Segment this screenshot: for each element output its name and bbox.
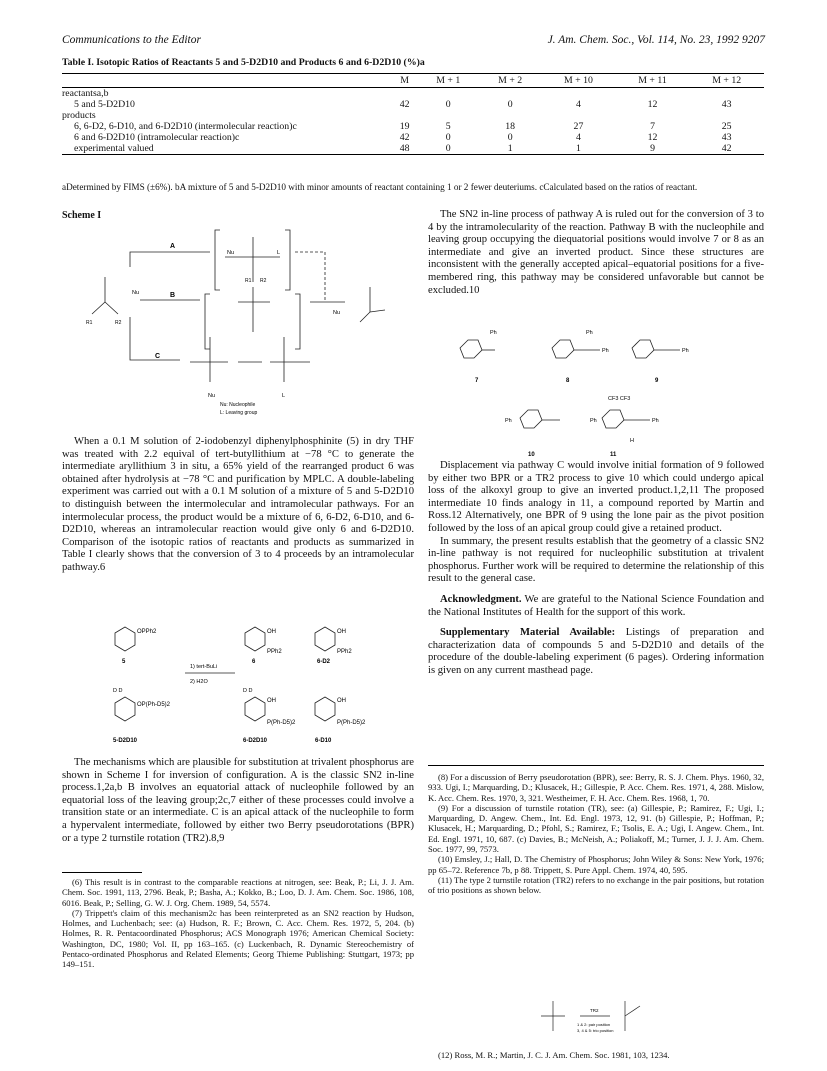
compound-10: 10: [528, 452, 535, 458]
scheme-label-b: B: [170, 292, 176, 299]
scheme-r1: R1: [86, 320, 93, 326]
footnote: (12) Ross, M. R.; Martin, J. C. J. Am. Chem. Soc. 1981, 103, 1234.: [438, 1050, 670, 1060]
isotope-table: [62, 73, 764, 155]
table-cell: [616, 110, 690, 121]
footnote: (10) Emsley, J.; Hall, D. The Chemistry of Phosphorus; John Wiley & Sons: New York, 1976; pp 65–72. Reference 7b, p 88. Trippett, S. Pure Appl. Chem. 1974, 40, 595.: [428, 854, 764, 875]
label-opph2: OPPh2: [137, 629, 157, 635]
table-cell: [541, 88, 616, 100]
scheme-diagram: [70, 222, 410, 422]
table-row-label: experimental valued: [62, 143, 392, 155]
label-h: H: [630, 438, 634, 444]
ack-text: We are grateful to the National Science Foundation and the National Institutes of Health for the support of this work.: [428, 593, 764, 618]
label-ph: Ph: [590, 418, 597, 424]
compound-5-d2d10: 5-D2D10: [113, 738, 138, 744]
scheme-nu: Nu: [208, 393, 216, 399]
paragraph: In summary, the present results establish that the geometry of a classic SN2 in-line pathway is not required for nucleophilic substitution at trivalent phosphorus. Further work will be required to determine the relationship of this result to the general case.: [428, 535, 764, 585]
table-row-label: reactantsa,b: [62, 88, 109, 99]
table-cell: 0: [445, 99, 451, 110]
label-ph: Ph: [505, 418, 512, 424]
table-cell: [392, 110, 417, 121]
label-ph: Ph: [682, 348, 689, 354]
label-pph2: PPh2: [267, 649, 282, 655]
table-cell: 27: [573, 121, 584, 132]
left-column-text-2: [62, 757, 414, 845]
table-row: [62, 99, 764, 110]
table-cell: 9: [616, 143, 690, 155]
step-2: 2) H2O: [190, 679, 208, 685]
table-cell: 1: [479, 143, 541, 155]
right-column-text-1: [428, 209, 764, 297]
table-cell: 12: [647, 132, 658, 143]
table-caption: Table I. Isotopic Ratios of Reactants 5 and 5-D2D10 and Products 6 and 6-D2D10 (%)a: [62, 57, 425, 68]
table-cell: 18: [505, 121, 516, 132]
header-citation: J. Am. Chem. Soc., Vol. 114, No. 23, 1992 9207: [547, 34, 765, 46]
table-cell: 42: [399, 132, 410, 143]
table-cell: [417, 88, 479, 100]
compound-6: 6: [252, 659, 256, 665]
scheme-l: L: [277, 250, 281, 256]
label-oh: OH: [337, 698, 346, 704]
footnote: (7) Trippett's claim of this mechanism2c has been reinterpreted as an SN2 reaction by Hudson, Holmes, and Luchenbach; see: (a) Hudson, R. F.; Brown, C. Acc. Chem. Res. 1972, 5, 204. (b) Holmes, R. R. Pentacoordinated Phosphorus; ACS Monograph 1976; American Chemical Society: Washington, DC, 1980; Vol. II, pp 163–165. (c) Luckenbach, R. Dynamic Stereochemistry of Pentaco-ordinated Phosphorus and Related Elements; Georg Thieme Publishing: Stuttgart, 1973; pp 149–151.: [62, 907, 414, 970]
footnote: (6) This result is in contrast to the comparable reactions at nitrogen, see: Beak, P.; Li, J. J. Am. Chem. Soc. 1991, 113, 2796. Beak, P.; Basha, A.; Kokko, B.; Loo, D. J. Am. Chem. Soc. 1986, 108, 6016. Beak, P.; Selling, G. W. J. Org. Chem. 1989, 54, 5574.: [62, 877, 414, 908]
scheme-legend-nu: Nu: Nucleophile: [220, 402, 256, 408]
ack-heading: Acknowledgment.: [440, 593, 522, 605]
table-cell: [689, 88, 764, 100]
label-dd: D D: [243, 688, 253, 694]
table-cell: 42: [399, 99, 410, 110]
running-header: [62, 34, 765, 50]
table-body: [62, 88, 764, 155]
table-row-label: products: [62, 110, 96, 121]
table-row: [62, 132, 764, 143]
supplementary: [428, 627, 764, 677]
compound-11: 11: [610, 452, 617, 458]
table-cell: [479, 88, 541, 100]
table-cell: [541, 110, 616, 121]
table-col-header: M + 10: [541, 74, 616, 88]
right-footnotes: [428, 772, 764, 896]
table-row-label: 6, 6-D2, 6-D10, and 6-D2D10 (intermolecular reaction)c: [74, 121, 297, 132]
table-row-label: 6 and 6-D2D10 (intramolecular reaction)c: [74, 132, 240, 143]
label-cf3: CF3 CF3: [608, 396, 631, 402]
table-cell: 0: [445, 132, 451, 143]
label-ph: Ph: [490, 330, 497, 336]
paragraph: When a 0.1 M solution of 2-iodobenzyl diphenylphosphinite (5) in dry THF was treated with 2.2 equival of tert-butyllithium at −78 °C to generate the intermediate aryllithium 3 in situ, a 65% yield of the rearranged product 6 was obtained after hydrolysis at −78 °C and purification by MPLC. A double-labeling experiment was carried out with a 0.1 M solution of a mixture of 5 and 5-D2D10 to distinguish between the intermolecular and intramolecular pathways. For an intermolecular process, the product would be a mixture of 6, 6-D2, 6-D10, and 6-D2D10, whereas an intramolecular reaction would give only 6 and 6-D2D10. Comparison of the isotopic ratios of reactants and products as summarized in Table I clearly shows that the conversion of 3 to 4 proceeds by an intramolecular pathway.6: [62, 436, 414, 573]
label-oh: OH: [267, 629, 276, 635]
left-column-text-1: [62, 436, 414, 575]
table-cell: 12: [647, 99, 658, 110]
table-cell: 43: [721, 132, 732, 143]
table-cell: 25: [721, 121, 732, 132]
table-cell: [616, 88, 690, 100]
table-col-header: M + 12: [689, 74, 764, 88]
table-row-label: 5 and 5-D2D10: [74, 99, 135, 110]
scheme-legend-l: L: Leaving group: [220, 410, 258, 416]
footnote: (9) For a discussion of turnstile rotation (TR), see: (a) Gillespie, P.; Ramirez, F.; Ugi, I.; Marquarding, D. Angew. Chem., Int. Ed. Engl. 1973, 12, 91. (b) Gillespie, P.; Hoffman, P.; Klusacek, H.; Marquarding, D.; Pfohl, S.; Ramirez, F.; Tsolis, E. A.; Ugi, I. Angew. Chem., Int. Ed. Engl. 1971, 10, 687. (c) Davies, B.; McNeish, A.; Poliakoff, M.; Turner, J. J. J. Am. Chem. Soc. 1977, 99, 7573.: [428, 802, 764, 855]
table-col-header: M + 2: [479, 74, 541, 88]
tr-arrow-label: TR2: [590, 1008, 599, 1013]
scheme-nu: Nu: [132, 290, 140, 296]
table-cell: 0: [417, 143, 479, 155]
scheme-title: Scheme I: [62, 210, 102, 221]
right-footnote-last: [428, 1050, 764, 1060]
table-cell: 0: [507, 132, 513, 143]
table-cell: 19: [399, 121, 410, 132]
acknowledgment: [428, 594, 764, 619]
table-cell: 43: [721, 99, 732, 110]
label-ph: Ph: [586, 330, 593, 336]
table-cell: 7: [650, 121, 655, 132]
compound-5: 5: [122, 659, 126, 665]
paragraph: Displacement via pathway C would involve initial formation of 9 followed by either two BPR or a TR2 process to give 10 which could undergo apical loss of the alkoxyl group to give an inverted product.1,2,11 The proposed intermediate 10 finds analogy in 11, a compound reported by Martin and Ross.12 Alternatively, one BPR of 9 using the lone pair as the pivot position followed by the loss of an apical group could give a retained product.: [428, 460, 764, 534]
structures-diagram: [450, 320, 750, 460]
table-row: [62, 121, 764, 132]
scheme-nu: Nu: [227, 250, 235, 256]
label-dd: D D: [113, 688, 123, 694]
paragraph: The mechanisms which are plausible for substitution at trivalent phosphorus are shown in Scheme I for inversion of configuration. A is the classic SN2 in-line process.1,2a,b B involves an equatorial attack of nucleophile followed by an equatorial loss of the leaving group;2c,7 either of these processes could involve a transition state or an intermediate. C is an apical attack of the nucleophile to form a hypervalent intermediate, followed by either two Berry pseudorotations (BPR) or a type 2 turnstile rotation (TR2).8,9: [62, 757, 414, 844]
table-cell: [479, 110, 541, 121]
footnote-rule: [428, 765, 764, 766]
right-column-text-2: [428, 460, 764, 678]
table-cell: 42: [689, 143, 764, 155]
supp-heading: Supplementary Material Available:: [440, 627, 616, 639]
label-pph2: PPh2: [337, 649, 352, 655]
table-cell: 4: [576, 132, 581, 143]
reaction-diagram: [105, 618, 405, 748]
table-row: [62, 88, 764, 100]
compound-9: 9: [655, 378, 659, 384]
label-opd: OP(Ph-D5)2: [137, 702, 171, 708]
table-cell: 1: [541, 143, 616, 155]
table-col-header: [62, 74, 392, 88]
table-col-header: M + 11: [616, 74, 690, 88]
table-cell: 4: [576, 99, 581, 110]
table-col-header: M: [392, 74, 417, 88]
label-oh: OH: [337, 629, 346, 635]
header-section: Communications to the Editor: [62, 34, 201, 46]
table-header-row: [62, 74, 764, 88]
turnstile-diagram: [535, 996, 655, 1036]
label-ppd: P(Ph-D5)2: [337, 720, 366, 726]
label-ph: Ph: [602, 348, 609, 354]
scheme-r2: R2: [115, 320, 122, 326]
paragraph: The SN2 in-line process of pathway A is ruled out for the conversion of 3 to 4 by the intramolecularity of the reaction. Pathway B with the nucleophile and leaving group occupying the diequatorial positions would involve 7 or 8 as an intermediate and give an inverted product. Since these structures are inconsistent with the generally accepted apical–equatorial positions for a five-membered ring, this pathway may be considered unfavorable but cannot be excluded.10: [428, 209, 764, 296]
label-ph: Ph: [652, 418, 659, 424]
compound-8: 8: [566, 378, 570, 384]
scheme-l: L: [282, 393, 286, 399]
scheme-label-c: C: [155, 353, 161, 360]
tr-note-2: 3, 4 & 5: trio position: [577, 1028, 614, 1033]
table-footnote: aDetermined by FIMS (±6%). bA mixture of 5 and 5-D2D10 with minor amounts of reactant containing 1 or 2 fewer deuteriums. cCalculated based on the ratios of reactant.: [62, 182, 698, 192]
footnote: (8) For a discussion of Berry pseudorotation (BPR), see: Berry, R. S. J. Chem. Phys. 1960, 32, 933. Ugi, I.; Marquarding, D.; Klusacek, H.; Gillespie, P. Acc. Chem. Res. 1971, 4, 288. Mislow, K. Acc. Chem. Res. 1970, 3, 321. Westheimer, F. H. Acc. Chem. Res. 1968, 1, 70.: [428, 772, 764, 803]
footnote: (11) The type 2 turnstile rotation (TR2) refers to no exchange in the pair positions, but rotation of trio positions as shown below.: [428, 874, 764, 896]
compound-6-d10: 6-D10: [315, 738, 332, 744]
footnote-rule: [62, 872, 142, 873]
compound-7: 7: [475, 378, 479, 384]
table-cell: [689, 110, 764, 121]
table-cell: [392, 88, 417, 100]
table-col-header: M + 1: [417, 74, 479, 88]
scheme-r1: R1: [245, 278, 252, 284]
supp-text: Listings of preparation and characterization data of compounds 5 and 5-D2D10 and details of the procedure of the double-labeling experiment (6 pages). Ordering information is given on any current masthead page.: [428, 627, 764, 676]
compound-6-d2: 6-D2: [317, 659, 331, 665]
table-cell: 5: [445, 121, 451, 132]
step-1: 1) tert-BuLi: [190, 664, 218, 670]
table-row: [62, 143, 764, 155]
scheme-label-a: A: [170, 243, 176, 250]
table-row: [62, 110, 764, 121]
table-cell: 48: [392, 143, 417, 155]
left-footnotes: [62, 877, 414, 970]
table-cell: [417, 110, 479, 121]
tr-note-1: 1 & 2: pair position: [577, 1022, 611, 1027]
scheme-r2: R2: [260, 278, 267, 284]
scheme-nu: Nu: [333, 310, 341, 316]
table-cell: 0: [507, 99, 513, 110]
label-oh: OH: [267, 698, 276, 704]
compound-6-d2d10: 6-D2D10: [243, 738, 268, 744]
label-ppd: P(Ph-D5)2: [267, 720, 296, 726]
